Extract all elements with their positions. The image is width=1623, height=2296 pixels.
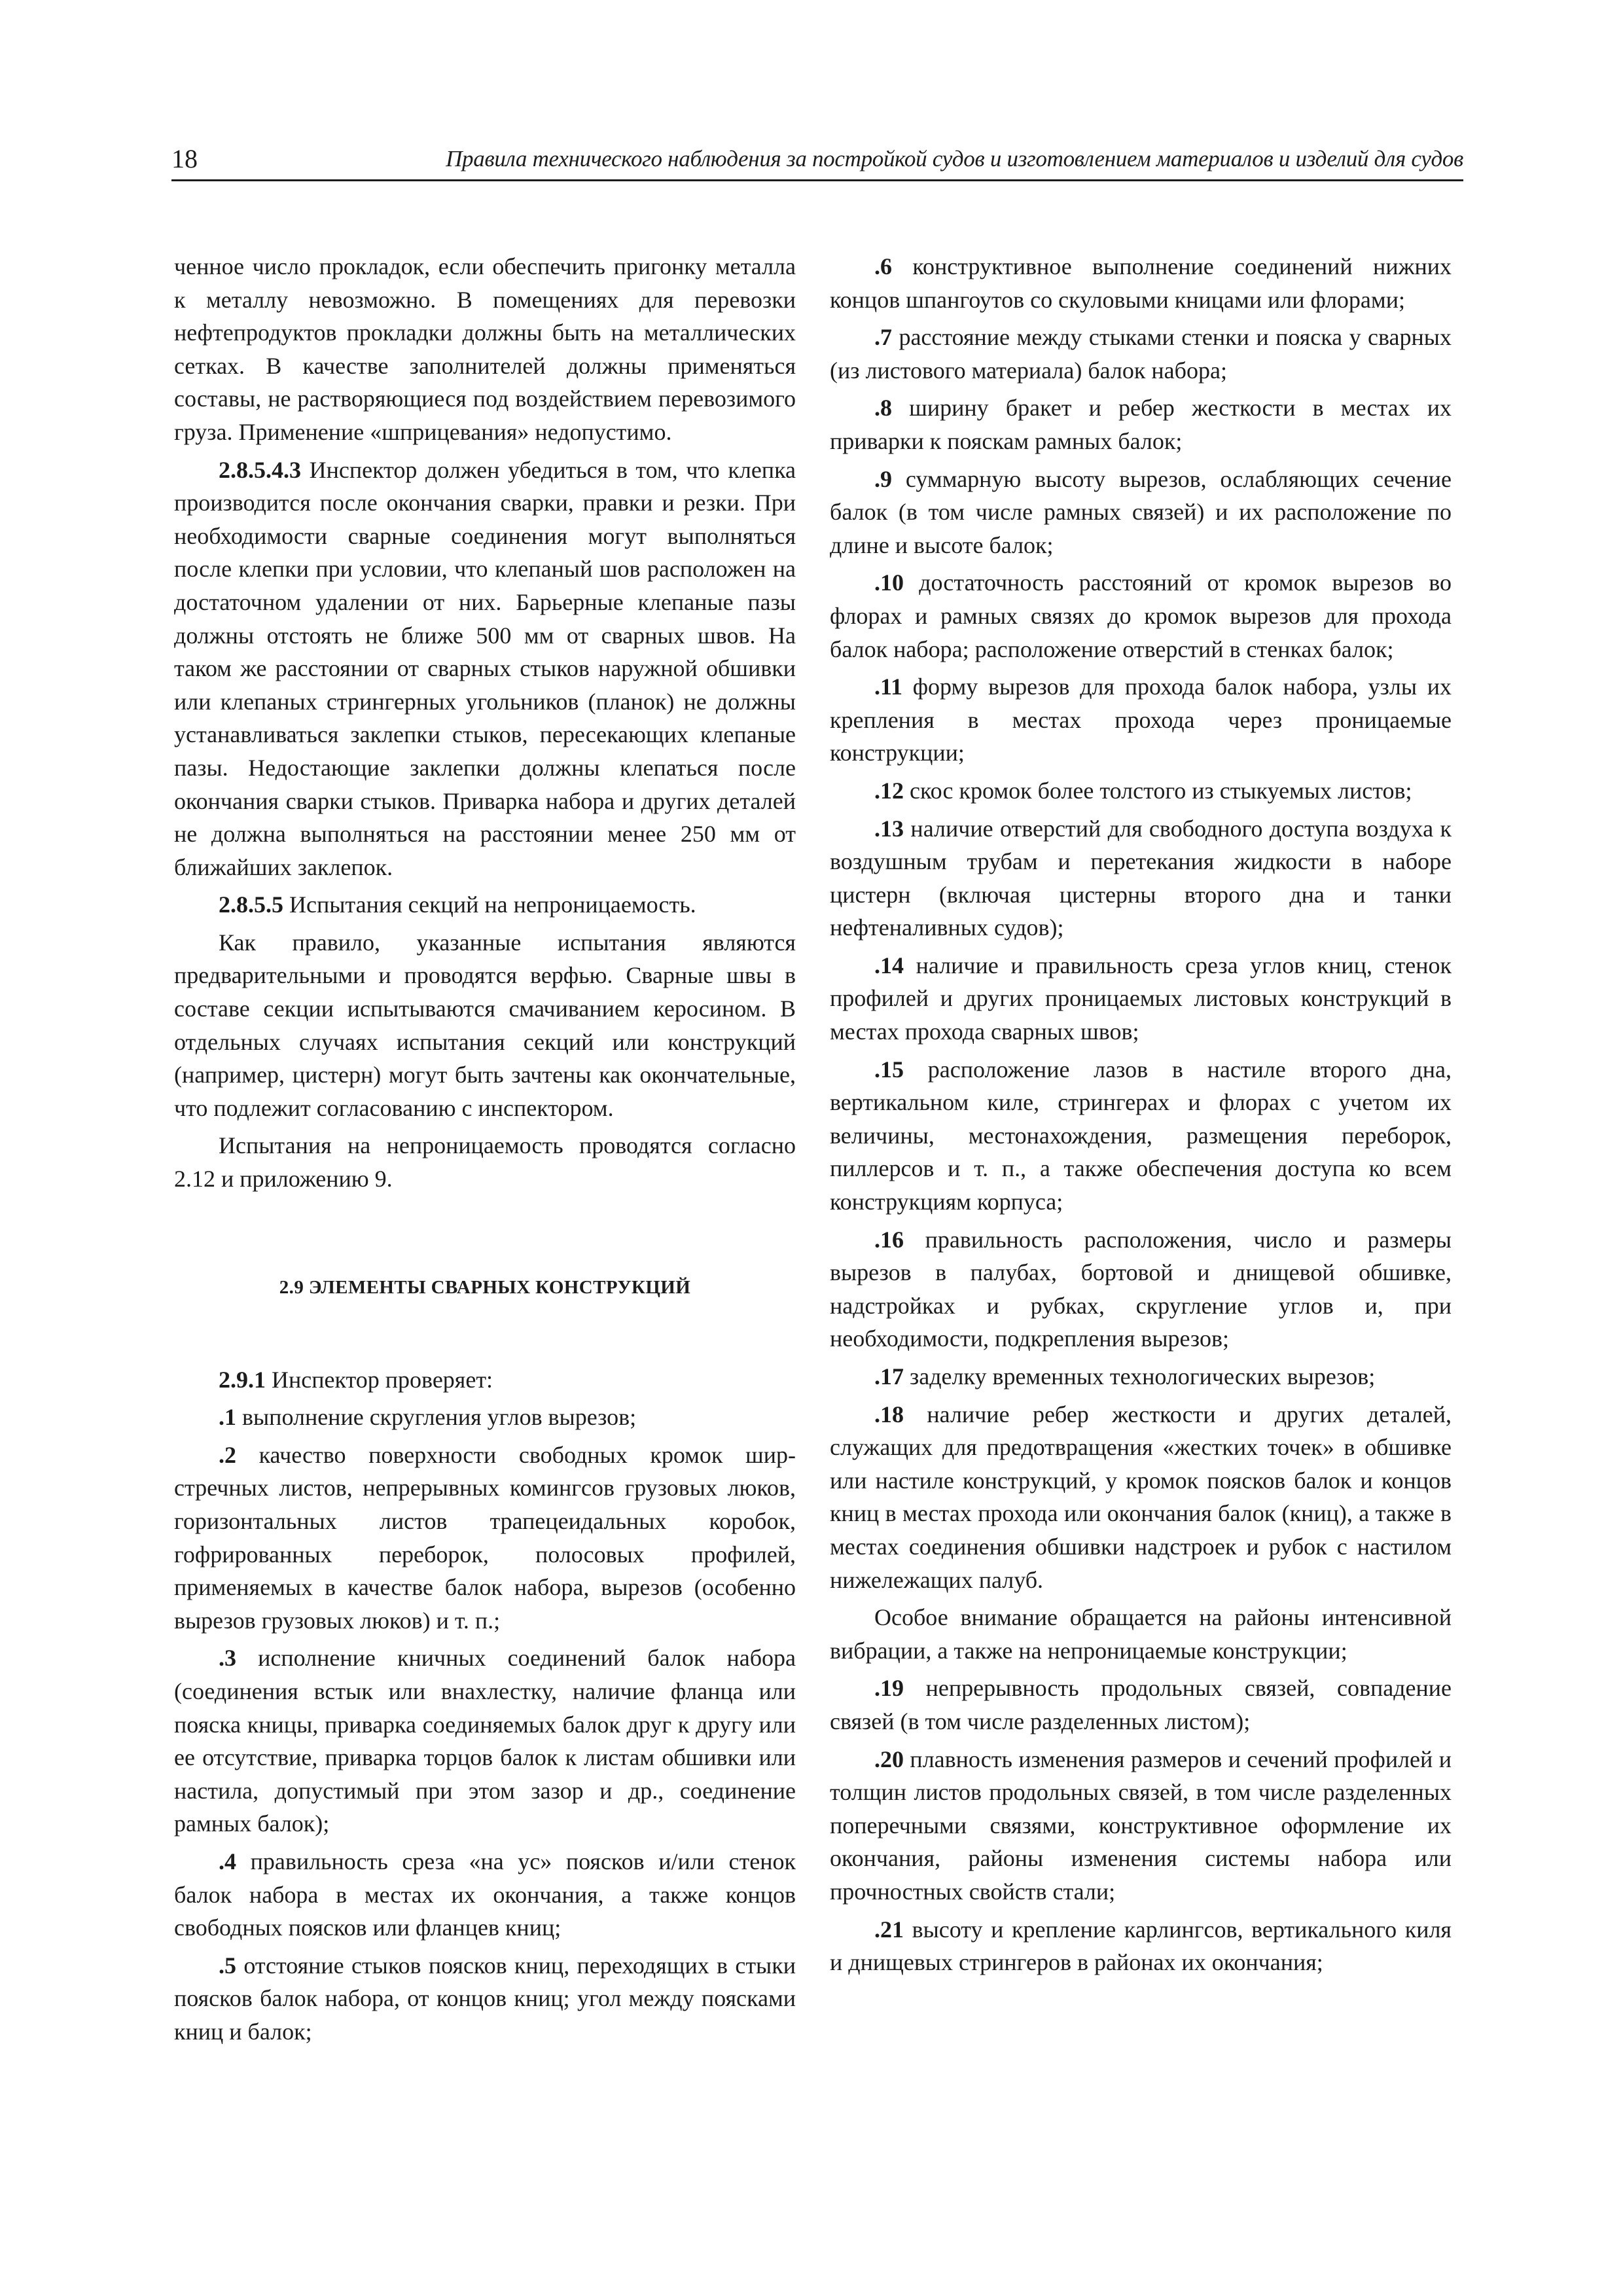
- list-item: .6 конструктивное выполнение соединений нижних концов шпангоутов со скуловыми кницами или флорами;: [830, 253, 1452, 313]
- paragraph: Особое внимание обращается на районы интенсивной вибрации, а также на непроницаемые конструкции;: [830, 1604, 1452, 1664]
- list-item: .19 непрерывность продольных связей, совпадение связей (в том числе разделенных листом);: [830, 1675, 1452, 1734]
- running-title: Правила технического наблюдения за постройкой судов и изготовлением материалов и изделий для судов: [446, 146, 1463, 171]
- list-item: .15 расположение лазов в настиле второго дна, вертикальном киле, стрингерах и флорах с учетом их величины, местонахождения, размещения переборок, пиллерсов и т. п., а также обеспечения доступа ко всем конструкциям корпуса;: [830, 1056, 1452, 1215]
- list-item: .9 суммарную высоту вырезов, ослабляющих сечение балок (в том числе рамных связей) и их расположение по длине и высоте балок;: [830, 465, 1452, 558]
- list-item: .4 правильность среза «на ус» поясков и/или стенок балок набора в местах их окончания, а также концов свободных поясков или фланцев книц;: [174, 1848, 796, 1941]
- list-item: .20 плавность изменения размеров и сечений профилей и толщин листов продольных связей, в том числе разделенных поперечными связями, конструктивное оформление их окончания, районы изменения системы набора или прочностных свойств стали;: [830, 1746, 1452, 1905]
- list-item: .12 скос кромок более толстого из стыкуемых листов;: [874, 777, 1412, 804]
- paragraph: Испытания на непроницаемость проводятся согласно 2.12 и приложению 9.: [174, 1132, 796, 1193]
- section-title: 2.9 ЭЛЕМЕНТЫ СВАРНЫХ КОНСТРУКЦИЙ: [279, 1276, 691, 1298]
- list-item: .17 заделку временных технологических вырезов;: [874, 1363, 1376, 1390]
- paragraph-2-8-5-5: 2.8.5.5 Испытания секций на непроницаемость.: [219, 891, 696, 918]
- page-header: [171, 143, 1463, 181]
- page-number: 18: [171, 144, 198, 173]
- paragraph: Как правило, указанные испытания являются предварительными и проводятся верфью. Сварные швы в составе секции испытываются смачиванием керосином. В отдельных случаях испытания секций или конструкций (например, цистерн) могут быть зачтены как окончательные, что подлежит согласованию с инспектором.: [174, 929, 796, 1121]
- list-item: .21 высоту и крепление карлингсов, вертикального киля и днищевых стрингеров в районах их окончания;: [830, 1916, 1452, 1976]
- right-column: [830, 250, 1452, 1984]
- list-item: .7 расстояние между стыками стенки и пояска у сварных (из листового материала) балок набора;: [830, 324, 1452, 384]
- list-item: .18 наличие ребер жесткости и других деталей, служащих для предотвращения «жестких точек» в обшивке или настиле конструкций, у кромок поясков балок и концов книц в местах прохода или окончания балок (книц), а также в местах соединения обшивки надстроек и рубок с настилом нижележащих палуб.: [830, 1401, 1452, 1593]
- list-item: .5 отстояние стыков поясков книц, переходящих в стыки поясков балок набора, от концов книц; угол между поясками книц и балок;: [174, 1952, 796, 2045]
- list-item: .1 выполнение скругления углов вырезов;: [219, 1404, 637, 1431]
- list-item: .2 качество поверхности свободных кромок ширстречных листов, непрерывных комингсов грузовых люков, горизонтальных листов трапецеидальных коробок, гофрированных переборок, полосовых профилей, применяемых в качестве балок набора, вырезов (особенно вырезов грузовых люков) и т. п.;: [174, 1441, 796, 1634]
- list-item: .8 ширину бракет и ребер жесткости в местах их приварки к пояскам рамных балок;: [830, 395, 1452, 454]
- list-item: .14 наличие и правильность среза углов книц, стенок профилей и других проницаемых листовых конструкций в местах прохода сварных швов;: [830, 952, 1452, 1045]
- list-item: .16 правильность расположения, число и размеры вырезов в палубах, бортовой и днищевой обшивке, надстройках и рубках, скругление углов и, при необходимости, подкрепления вырезов;: [830, 1226, 1452, 1352]
- left-column: [174, 250, 796, 2053]
- list-item: .10 достаточность расстояний от кромок вырезов во флорах и рамных связях до кромок вырезов для прохода балок набора; расположение отверстий в стенках балок;: [830, 569, 1452, 662]
- paragraph: ченное число прокладок, если обеспечить пригонку металла к металлу невозможно. В помещениях для перевозки нефтепродуктов прокладки должны быть на металлических сетках. В качестве заполнителей должны применяться составы, не растворяющиеся под воздействием перевозимого груза. Применение «шприцевания» недопустимо.: [174, 253, 796, 445]
- list-item: .3 исполнение кничных соединений балок набора (соединения встык или внахлестку, наличие фланца или пояска кницы, приварка соединяемых балок друг к другу или ее отсутствие, приварка торцов балок к листам обшивки или настила, допустимый при этом зазор и др., соединение рамных балок);: [174, 1645, 796, 1837]
- paragraph-2-8-5-4-3: 2.8.5.4.3 Инспектор должен убедиться в том, что клепка производится после окончания сварки, правки и резки. При необходимости сварные соединения могут выполняться после клепки при условии, что клепаный шов расположен на достаточном удалении от них. Барьерные клепаные пазы должны отстоять не ближе 500 мм от сварных швов. На таком же расстоянии от сварных стыков наружной обшивки или клепаных стрингерных угольников (планок) не должны устанавливаться заклепки стыков, пересекающих клепаные пазы. Недостающие заклепки должны клепаться после окончания сварки стыков. Приварка набора и других деталей не должна выполняться на расстоянии менее 250 мм от ближайших заклепок.: [174, 456, 796, 880]
- list-item: .13 наличие отверстий для свободного доступа воздуха к воздушным трубам и перетекания жидкости в наборе цистерн (включая цистерны второго дна и танки нефтеналивных судов);: [830, 815, 1452, 941]
- clause-number: 2.9.1: [219, 1366, 266, 1393]
- list-item: .11 форму вырезов для прохода балок набора, узлы их крепления в местах прохода через проницаемые конструкции;: [830, 673, 1452, 766]
- clause-number: 2.8.5.4.3: [219, 456, 301, 483]
- clause-number: 2.8.5.5: [219, 891, 283, 918]
- paragraph-2-9-1: 2.9.1 Инспектор проверяет:: [219, 1366, 493, 1393]
